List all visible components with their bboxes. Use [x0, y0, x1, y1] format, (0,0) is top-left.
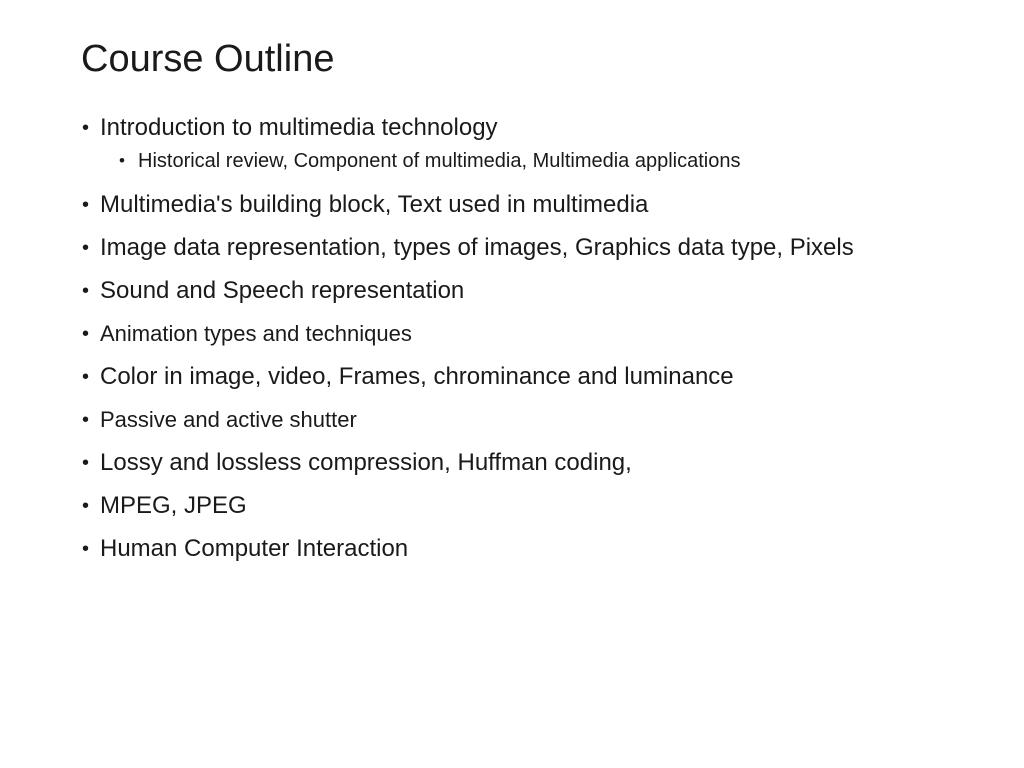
bullet-icon: • — [119, 151, 125, 170]
outline-item — [81, 490, 901, 522]
bullet-icon: • — [82, 117, 90, 139]
outline-sublist — [100, 144, 901, 178]
outline-subitem — [119, 144, 901, 178]
bullet-icon: • — [82, 323, 90, 345]
outline-item — [81, 404, 901, 436]
outline-item — [81, 232, 901, 264]
bullet-icon: • — [82, 194, 90, 216]
bullet-icon: • — [82, 366, 90, 388]
outline-item — [81, 112, 901, 178]
outline-item — [81, 533, 901, 565]
outline-item-text: Human Computer Interaction — [100, 535, 409, 562]
outline-item-text: Animation types and techniques — [100, 321, 412, 346]
outline-item-text: Image data representation, types of images, Graphics data type, Pixels — [100, 234, 854, 261]
outline-item — [81, 361, 901, 393]
bullet-icon: • — [82, 409, 90, 431]
outline-item — [81, 275, 901, 307]
bullet-icon: • — [82, 452, 90, 474]
outline-item — [81, 189, 901, 221]
bullet-icon: • — [82, 280, 90, 302]
outline-item-text: Color in image, video, Frames, chrominance and luminance — [100, 363, 734, 390]
outline-item-text: Introduction to multimedia technology — [100, 114, 498, 141]
outline-item — [81, 447, 901, 479]
slide-title: Course Outline — [81, 38, 335, 80]
outline-item-text: MPEG, JPEG — [100, 492, 247, 519]
outline-item — [81, 318, 901, 350]
outline-item-text: Multimedia's building block, Text used in multimedia — [100, 191, 649, 218]
bullet-icon: • — [82, 237, 90, 259]
outline-item-text: Sound and Speech representation — [100, 277, 465, 304]
outline-item-text: Lossy and lossless compression, Huffman coding, — [100, 449, 632, 476]
outline-item-text: Passive and active shutter — [100, 407, 357, 432]
outline-list — [81, 112, 901, 576]
bullet-icon: • — [82, 538, 90, 560]
bullet-icon: • — [82, 495, 90, 517]
outline-subitem-text: Historical review, Component of multimedia, Multimedia applications — [138, 150, 741, 172]
